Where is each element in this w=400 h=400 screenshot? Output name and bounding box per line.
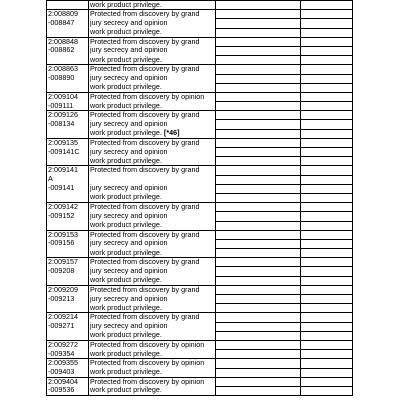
privilege-description-cell	[89, 19, 216, 28]
privilege-description-cell	[89, 285, 216, 294]
table-row	[47, 184, 353, 193]
empty-cell	[301, 386, 353, 395]
empty-cell	[301, 368, 353, 377]
empty-cell	[301, 111, 353, 120]
bates-range-cell: -009152	[47, 212, 89, 221]
empty-cell	[216, 377, 301, 386]
privilege-description-cell	[89, 359, 216, 368]
empty-cell	[301, 37, 353, 46]
privilege-description-text: work product privilege.	[90, 368, 162, 377]
privilege-description-text: work product privilege.	[90, 28, 162, 37]
empty-cell	[301, 83, 353, 92]
privilege-description-text: Protected from discovery by grand	[90, 138, 200, 147]
empty-cell	[301, 239, 353, 248]
table-row	[47, 129, 353, 138]
bates-range-cell: 2:009214	[47, 313, 89, 322]
bates-range-cell: -009536	[47, 386, 89, 395]
empty-cell	[216, 10, 301, 19]
empty-cell	[216, 102, 301, 111]
privilege-log-table	[46, 0, 353, 396]
privilege-description-text: jury secrecy and opinion	[90, 239, 168, 248]
table-row	[47, 166, 353, 175]
empty-cell	[301, 212, 353, 221]
table-row	[47, 313, 353, 322]
privilege-description-cell	[89, 157, 216, 166]
empty-cell	[301, 285, 353, 294]
empty-cell	[301, 193, 353, 202]
privilege-description-cell	[89, 258, 216, 267]
empty-cell	[301, 267, 353, 276]
privilege-description-cell	[89, 46, 216, 55]
bates-range-cell: -009141	[47, 184, 89, 193]
privilege-description-cell	[89, 28, 216, 37]
table-row	[47, 230, 353, 239]
bates-range-cell: -009141C	[47, 148, 89, 157]
empty-cell	[216, 331, 301, 340]
privilege-description-text: Protected from discovery by grand	[90, 64, 200, 74]
empty-cell	[216, 46, 301, 55]
table-row	[47, 304, 353, 313]
empty-cell	[216, 193, 301, 202]
privilege-description-text: Protected from discovery by grand	[90, 165, 200, 175]
privilege-description-text: Protected from discovery by opinion	[90, 377, 205, 386]
empty-cell	[301, 258, 353, 267]
privilege-description-cell	[89, 74, 216, 83]
empty-cell	[216, 322, 301, 331]
bates-range-cell: -009208	[47, 267, 89, 276]
table-row	[47, 203, 353, 212]
privilege-description-text: Protected from discovery by grand	[90, 202, 200, 212]
empty-cell	[301, 331, 353, 340]
empty-cell	[301, 166, 353, 175]
bates-range-cell: 2:009126	[47, 111, 89, 120]
table-row	[47, 359, 353, 368]
empty-cell	[301, 74, 353, 83]
empty-cell	[216, 249, 301, 258]
bates-range-cell: 2:008863	[47, 65, 89, 74]
bates-range-cell: A	[47, 175, 89, 184]
table-row	[47, 120, 353, 129]
privilege-description-text: work product privilege.	[90, 303, 162, 312]
empty-cell	[301, 1, 353, 10]
bates-range-cell	[47, 304, 89, 313]
privilege-description-text: Protected from discovery by opinion	[90, 358, 205, 368]
table-row	[47, 340, 353, 349]
table-row	[47, 111, 353, 120]
privilege-description-cell	[89, 129, 216, 138]
table-row	[47, 19, 353, 28]
table-row	[47, 92, 353, 101]
privilege-description-text: work product privilege.	[90, 386, 162, 395]
empty-cell	[301, 19, 353, 28]
privilege-description-cell	[89, 184, 216, 193]
bates-range-cell: 2:009142	[47, 203, 89, 212]
empty-cell	[216, 239, 301, 248]
privilege-description-text: Protected from discovery by grand	[90, 9, 200, 19]
empty-cell	[216, 28, 301, 37]
empty-cell	[301, 359, 353, 368]
privilege-description-cell	[89, 221, 216, 230]
table-row	[47, 386, 353, 395]
empty-cell	[301, 276, 353, 285]
bates-range-cell	[47, 1, 89, 10]
privilege-description-cell	[89, 1, 216, 10]
empty-cell	[216, 138, 301, 147]
table-row	[47, 83, 353, 92]
empty-cell	[216, 157, 301, 166]
bates-range-cell: 2:009141	[47, 166, 89, 175]
empty-cell	[216, 65, 301, 74]
privilege-description-cell	[89, 295, 216, 304]
empty-cell	[301, 322, 353, 331]
empty-cell	[301, 56, 353, 65]
privilege-description-text: jury secrecy and opinion	[90, 74, 168, 83]
table-row	[47, 285, 353, 294]
empty-cell	[216, 313, 301, 322]
privilege-description-cell	[89, 331, 216, 340]
privilege-description-text: work product privilege.	[90, 221, 162, 230]
empty-cell	[216, 184, 301, 193]
bates-range-cell: 2:009104	[47, 92, 89, 101]
privilege-description-text: Protected from discovery by grand	[90, 257, 200, 267]
privilege-description-cell	[89, 276, 216, 285]
privilege-description-cell	[89, 10, 216, 19]
empty-cell	[216, 221, 301, 230]
table-row	[47, 102, 353, 111]
empty-cell	[301, 203, 353, 212]
privilege-description-text: jury secrecy and opinion	[90, 294, 168, 303]
table-row	[47, 258, 353, 267]
table-row	[47, 350, 353, 359]
privilege-description-text: jury secrecy and opinion	[90, 18, 168, 27]
bates-range-cell: 2:009135	[47, 138, 89, 147]
table-row	[47, 212, 353, 221]
empty-cell	[216, 368, 301, 377]
empty-cell	[301, 313, 353, 322]
privilege-description-text: work product privilege.	[90, 349, 162, 358]
privilege-description-cell	[89, 322, 216, 331]
table-row	[47, 377, 353, 386]
empty-cell	[216, 285, 301, 294]
privilege-description-cell	[89, 230, 216, 239]
table-row	[47, 322, 353, 331]
privilege-description-text: work product privilege.	[90, 248, 162, 257]
empty-cell	[216, 83, 301, 92]
table-row	[47, 157, 353, 166]
privilege-description-text: work product privilege.	[90, 55, 162, 64]
privilege-description-cell	[89, 249, 216, 258]
empty-cell	[301, 221, 353, 230]
privilege-description-cell	[89, 175, 216, 184]
privilege-description-cell	[89, 313, 216, 322]
empty-cell	[301, 249, 353, 258]
privilege-description-text: Protected from discovery by grand	[90, 230, 200, 239]
empty-cell	[216, 37, 301, 46]
bates-range-cell: -009156	[47, 239, 89, 248]
privilege-description-cell	[89, 267, 216, 276]
privilege-description-cell	[89, 148, 216, 157]
bates-range-cell: 2:009157	[47, 258, 89, 267]
empty-cell	[216, 212, 301, 221]
table-row	[47, 74, 353, 83]
privilege-description-text: Protected from discovery by grand	[90, 110, 200, 120]
bates-range-cell: -008847	[47, 19, 89, 28]
table-row	[47, 221, 353, 230]
privilege-description-text: work product privilege.	[90, 0, 162, 9]
empty-cell	[216, 304, 301, 313]
privilege-description-text: jury secrecy and opinion	[90, 322, 168, 331]
bates-range-cell	[47, 193, 89, 202]
privilege-description-text: jury secrecy and opinion	[90, 46, 168, 55]
privilege-description-text: Protected from discovery by grand	[90, 285, 200, 294]
table-row	[47, 46, 353, 55]
bates-range-cell: -008862	[47, 46, 89, 55]
bates-range-cell: -009271	[47, 322, 89, 331]
empty-cell	[216, 359, 301, 368]
empty-cell	[216, 56, 301, 65]
privilege-description-cell	[89, 386, 216, 395]
privilege-description-cell	[89, 212, 216, 221]
bates-range-cell: 2:009209	[47, 285, 89, 294]
empty-cell	[301, 230, 353, 239]
empty-cell	[301, 102, 353, 111]
privilege-description-text: work product privilege.	[90, 129, 162, 138]
table-row	[47, 65, 353, 74]
empty-cell	[216, 129, 301, 138]
privilege-description-cell	[89, 111, 216, 120]
privilege-description-cell	[89, 138, 216, 147]
table-row	[47, 368, 353, 377]
bates-range-cell: -009403	[47, 368, 89, 377]
privilege-description-cell	[89, 102, 216, 111]
bates-range-cell	[47, 276, 89, 285]
bates-range-cell	[47, 249, 89, 258]
privilege-description-cell	[89, 65, 216, 74]
privilege-description-cell	[89, 350, 216, 359]
table-row	[47, 267, 353, 276]
table-row	[47, 249, 353, 258]
privilege-description-cell	[89, 166, 216, 175]
privilege-description-text: work product privilege.	[90, 193, 162, 202]
bates-range-cell	[47, 129, 89, 138]
empty-cell	[216, 386, 301, 395]
privilege-description-cell	[89, 120, 216, 129]
bates-range-cell: 2:009272	[47, 340, 89, 349]
empty-cell	[216, 148, 301, 157]
bates-range-cell: 2:009355	[47, 359, 89, 368]
empty-cell	[301, 304, 353, 313]
bates-range-cell: 2:009153	[47, 230, 89, 239]
empty-cell	[216, 120, 301, 129]
bates-range-cell: -008890	[47, 74, 89, 83]
empty-cell	[216, 340, 301, 349]
table-row	[47, 56, 353, 65]
empty-cell	[216, 258, 301, 267]
privilege-description-text: jury secrecy and opinion	[90, 184, 168, 193]
bates-range-cell	[47, 28, 89, 37]
privilege-description-text: Protected from discovery by opinion	[90, 340, 205, 349]
privilege-description-cell	[89, 203, 216, 212]
bates-range-cell: 2:008848	[47, 37, 89, 46]
page-marker: [*46]	[163, 129, 180, 138]
empty-cell	[301, 138, 353, 147]
privilege-description-text: jury secrecy and opinion	[90, 211, 168, 220]
empty-cell	[301, 46, 353, 55]
empty-cell	[301, 340, 353, 349]
privilege-description-text: Protected from discovery by grand	[90, 37, 200, 46]
table-row	[47, 37, 353, 46]
bates-range-cell: 2:008809	[47, 10, 89, 19]
privilege-description-cell	[89, 56, 216, 65]
empty-cell	[216, 1, 301, 10]
empty-cell	[216, 230, 301, 239]
table-row	[47, 276, 353, 285]
privilege-description-text: jury secrecy and opinion	[90, 119, 168, 128]
empty-cell	[301, 28, 353, 37]
table-row	[47, 10, 353, 19]
privilege-description-cell	[89, 377, 216, 386]
privilege-description-cell	[89, 368, 216, 377]
privilege-description-text: work product privilege.	[90, 156, 162, 165]
empty-cell	[216, 350, 301, 359]
privilege-log-body	[47, 1, 353, 396]
privilege-description-text: Protected from discovery by grand	[90, 312, 200, 322]
privilege-description-text: work product privilege.	[90, 101, 162, 110]
bates-range-cell	[47, 157, 89, 166]
privilege-description-text: Protected from discovery by opinion	[90, 92, 205, 101]
privilege-description-cell	[89, 193, 216, 202]
table-row	[47, 1, 353, 10]
empty-cell	[216, 267, 301, 276]
table-row	[47, 331, 353, 340]
privilege-description-text: work product privilege.	[90, 83, 162, 92]
empty-cell	[216, 111, 301, 120]
empty-cell	[301, 350, 353, 359]
empty-cell	[216, 19, 301, 28]
empty-cell	[216, 92, 301, 101]
empty-cell	[301, 184, 353, 193]
empty-cell	[301, 10, 353, 19]
privilege-description-cell	[89, 83, 216, 92]
empty-cell	[216, 175, 301, 184]
table-row	[47, 28, 353, 37]
empty-cell	[301, 120, 353, 129]
empty-cell	[301, 129, 353, 138]
bates-range-cell	[47, 221, 89, 230]
bates-range-cell: -008134	[47, 120, 89, 129]
bates-range-cell: -009354	[47, 350, 89, 359]
empty-cell	[301, 295, 353, 304]
privilege-description-cell	[89, 239, 216, 248]
privilege-description-cell	[89, 340, 216, 349]
table-row	[47, 295, 353, 304]
empty-cell	[301, 148, 353, 157]
privilege-description-cell	[89, 37, 216, 46]
bates-range-cell: -009111	[47, 102, 89, 111]
bates-range-cell	[47, 83, 89, 92]
empty-cell	[301, 157, 353, 166]
empty-cell	[216, 276, 301, 285]
empty-cell	[216, 74, 301, 83]
empty-cell	[301, 175, 353, 184]
table-row	[47, 193, 353, 202]
table-row	[47, 138, 353, 147]
empty-cell	[216, 203, 301, 212]
privilege-description-text: jury secrecy and opinion	[90, 147, 168, 156]
empty-cell	[301, 377, 353, 386]
empty-cell	[216, 295, 301, 304]
table-row	[47, 239, 353, 248]
table-row	[47, 175, 353, 184]
table-row	[47, 148, 353, 157]
privilege-log-page	[46, 0, 353, 396]
empty-cell	[216, 166, 301, 175]
bates-range-cell: -009213	[47, 295, 89, 304]
privilege-description-text: work product privilege.	[90, 276, 162, 285]
privilege-description-text: work product privilege.	[90, 331, 162, 340]
empty-cell	[301, 92, 353, 101]
empty-cell	[301, 65, 353, 74]
bates-range-cell	[47, 56, 89, 65]
bates-range-cell	[47, 331, 89, 340]
privilege-description-cell	[89, 304, 216, 313]
privilege-description-text: jury secrecy and opinion	[90, 266, 168, 275]
bates-range-cell: 2:009404	[47, 377, 89, 386]
privilege-description-cell	[89, 92, 216, 101]
